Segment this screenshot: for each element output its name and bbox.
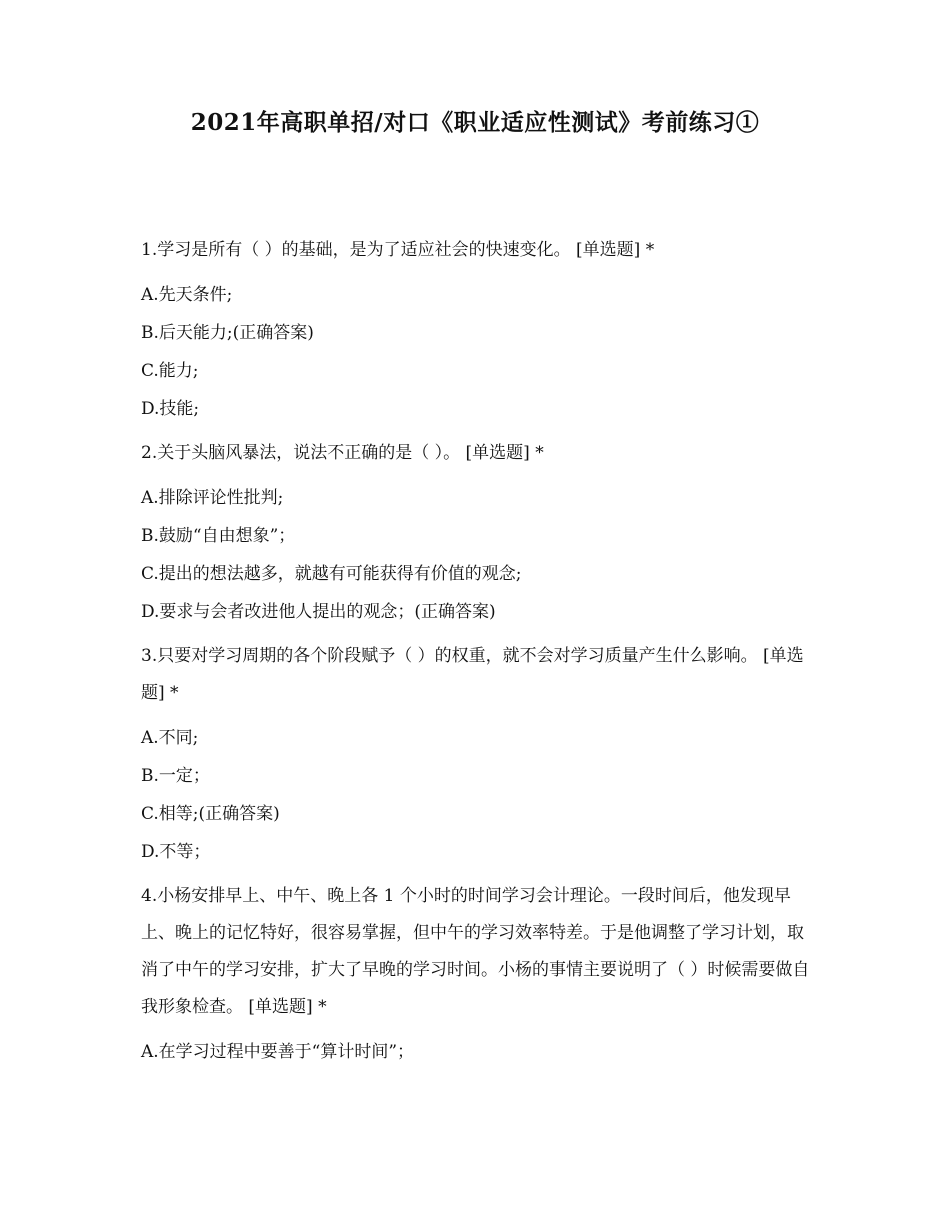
question-text: 3.只要对学习周期的各个阶段赋予（ ）的权重，就不会对学习质量产生什么影响。 [单选题] * xyxy=(141,646,804,703)
option-a: A.先天条件; xyxy=(141,285,233,305)
option-c: C.提出的想法越多，就越有可能获得有价值的观念; xyxy=(141,564,522,584)
option-d: D.技能; xyxy=(141,399,200,419)
question-1 xyxy=(141,232,813,421)
option-d: D.不等； xyxy=(141,842,211,862)
question-text: 4.小杨安排早上、中午、晚上各 1 个小时的时间学习会计理论。一段时间后，他发现早上、晚上的记忆特好，很容易掌握，但中午的学习效率特差。于是他调整了学习计划，取消了中午的学习安排，扩大了早晚的学习时间。小杨的事情主要说明了（ ）时候需要做自我形象检查。 [单选题] * xyxy=(141,886,810,1017)
question-2 xyxy=(141,421,813,624)
question-text: 1.学习是所有（ ）的基础，是为了适应社会的快速变化。 [单选题] * xyxy=(141,240,655,260)
option-a: A.排除评论性批判; xyxy=(141,488,284,508)
option-c: C.相等;(正确答案) xyxy=(141,804,280,824)
option-c: C.能力; xyxy=(141,361,199,381)
option-d: D.要求与会者改进他人提出的观念；(正确答案) xyxy=(141,602,496,622)
option-a: A.不同; xyxy=(141,728,199,748)
option-b: B.鼓励“自由想象”； xyxy=(141,526,296,546)
option-b: B.一定； xyxy=(141,766,210,786)
question-list xyxy=(141,232,813,1064)
question-4 xyxy=(141,864,813,1064)
question-text: 2.关于头脑风暴法，说法不正确的是（ ）。 [单选题] * xyxy=(141,443,544,463)
option-a: A.在学习过程中要善于“算计时间”； xyxy=(141,1042,415,1062)
question-3 xyxy=(141,624,813,864)
document-title: 2021年高职单招/对口《职业适应性测试》考前练习① xyxy=(190,109,760,136)
option-b: B.后天能力;(正确答案) xyxy=(141,323,314,343)
